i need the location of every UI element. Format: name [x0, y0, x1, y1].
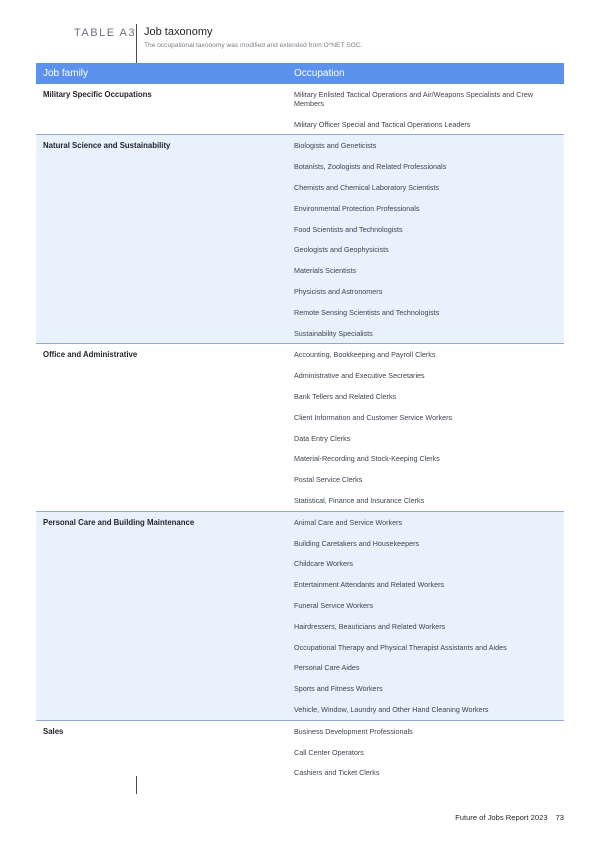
job-taxonomy-table — [36, 63, 564, 783]
job-family-group — [36, 511, 564, 720]
occupation-item: Remote Sensing Scientists and Technologists — [294, 307, 440, 317]
occupation-item: Military Enlisted Tactical Operations and Air/Weapons Specialists and Crew Members — [294, 90, 534, 108]
occupation-item: Statistical, Finance and Insurance Clerks — [294, 495, 425, 505]
job-family-name: Sales — [43, 726, 64, 736]
occupation-item: Occupational Therapy and Physical Therapist Assistants and Aides — [294, 642, 507, 652]
occupation-item: Materials Scientists — [294, 266, 356, 276]
occupation-item: Administrative and Executive Secretaries — [294, 371, 425, 381]
table-head — [36, 63, 564, 84]
column-header-job-family: Job family — [43, 68, 89, 79]
occupation-list — [294, 721, 564, 783]
occupation-item: Physicists and Astronomers — [294, 286, 383, 296]
job-family-name: Personal Care and Building Maintenance — [43, 517, 195, 527]
occupation-item: Hairdressers, Beauticians and Related Workers — [294, 621, 446, 631]
occupation-list — [294, 344, 564, 510]
occupation-list — [294, 512, 564, 720]
occupation-list — [294, 84, 564, 134]
occupation-item: Animal Care and Service Workers — [294, 517, 403, 527]
occupation-item: Accounting, Bookkeeping and Payroll Clerks — [294, 350, 436, 360]
page-number: 73 — [555, 813, 564, 822]
occupation-item: Food Scientists and Technologists — [294, 224, 403, 234]
occupation-item: Material-Recording and Stock-Keeping Clerks — [294, 454, 440, 464]
occupation-item: Cashiers and Ticket Clerks — [294, 768, 380, 778]
occupation-item: Postal Service Clerks — [294, 475, 363, 485]
occupation-item: Childcare Workers — [294, 559, 353, 569]
occupation-item: Data Entry Clerks — [294, 433, 351, 443]
header-divider — [136, 24, 137, 64]
table-title: Job taxonomy — [144, 26, 213, 38]
occupation-item: Botanists, Zoologists and Related Professionals — [294, 162, 447, 172]
occupation-item: Sports and Fitness Workers — [294, 684, 383, 694]
occupation-item: Environmental Protection Professionals — [294, 203, 420, 213]
occupation-item: Biologists and Geneticists — [294, 141, 377, 151]
occupation-item: Geologists and Geophysicists — [294, 245, 389, 255]
page-footer — [455, 813, 564, 822]
job-family-group — [36, 343, 564, 510]
table-header — [36, 24, 564, 64]
occupation-item: Client Information and Customer Service Workers — [294, 412, 453, 422]
occupation-item: Call Center Operators — [294, 747, 364, 757]
job-family-name: Office and Administrative — [43, 350, 138, 360]
occupation-item: Sustainability Specialists — [294, 328, 373, 338]
occupation-item: Business Development Professionals — [294, 726, 413, 736]
bottom-divider — [136, 776, 137, 794]
report-name: Future of Jobs Report 2023 — [455, 813, 548, 822]
job-family-group — [36, 720, 564, 783]
job-family-group — [36, 84, 564, 134]
job-family-name: Military Specific Occupations — [43, 90, 152, 99]
occupation-item: Building Caretakers and Housekeepers — [294, 538, 420, 548]
job-family-name: Natural Science and Sustainability — [43, 141, 171, 151]
occupation-item: Bank Tellers and Related Clerks — [294, 391, 397, 401]
occupation-item: Vehicle, Window, Laundry and Other Hand Cleaning Workers — [294, 704, 489, 714]
occupation-item: Chemists and Chemical Laboratory Scientists — [294, 182, 440, 192]
occupation-list — [294, 135, 564, 343]
occupation-item: Entertainment Attendants and Related Workers — [294, 580, 445, 590]
table-label: TABLE A3 — [74, 27, 136, 39]
job-family-group — [36, 134, 564, 343]
table-body — [36, 84, 564, 783]
occupation-item: Funeral Service Workers — [294, 600, 373, 610]
column-header-occupation: Occupation — [294, 68, 345, 79]
table-subtitle: The occupational taxonomy was modified and extended from O*NET SOC. — [144, 42, 363, 49]
occupation-item: Personal Care Aides — [294, 663, 360, 673]
occupation-item: Military Officer Special and Tactical Operations Leaders — [294, 119, 471, 129]
